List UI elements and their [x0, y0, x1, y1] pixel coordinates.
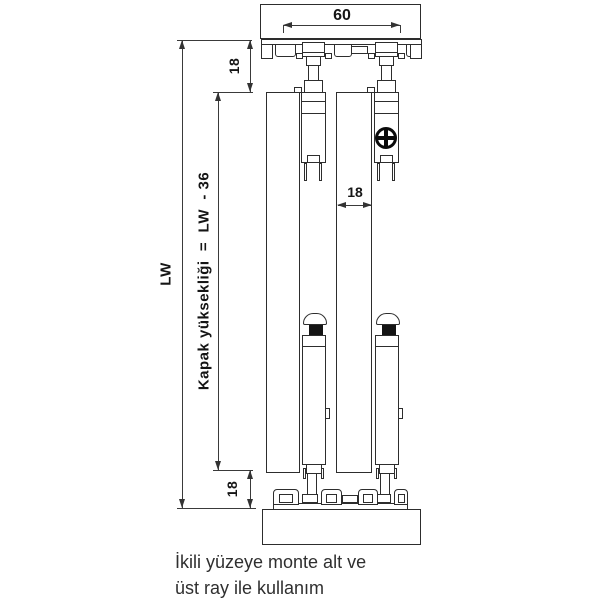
dim-lw-arrow-bottom [179, 499, 185, 508]
roller-guide-stem [380, 473, 390, 496]
roller-body [375, 335, 399, 465]
hanger-prong [377, 163, 380, 181]
phillips-screw-icon [375, 127, 397, 149]
hanger-wheel [302, 42, 325, 57]
top-rail-wall-right [410, 44, 422, 59]
roller-guide-foot [302, 494, 318, 503]
top-rail-lip [325, 53, 332, 59]
hanger-prong [319, 163, 322, 181]
roller-body [302, 335, 326, 465]
roller-cap [303, 313, 327, 325]
top-rail-chamber-b [334, 44, 352, 57]
dim-60-line [283, 25, 400, 26]
caption-line-2: üst ray ile kullanım [175, 578, 325, 598]
roller-notch [398, 408, 403, 419]
roller-body-line [302, 346, 326, 347]
hanger-body-line [301, 101, 326, 102]
top-rail-lip [398, 53, 405, 59]
bottom-rail-web [342, 495, 358, 503]
hanger-prong [392, 163, 395, 181]
dim-60-arrow-right [391, 22, 400, 28]
top-rail-wall-left [261, 44, 273, 59]
hanger-wheel-line [303, 52, 324, 53]
bottom-rail-post-cavity [363, 494, 373, 503]
roller-cap [376, 313, 400, 325]
dim-kapak-line [218, 92, 219, 470]
hanger-body [301, 92, 326, 163]
roller-prong [321, 468, 324, 479]
dim-lw-line [182, 40, 183, 508]
top-rail-bridge [351, 46, 368, 54]
dim-18-bottom-arrow-bottom [247, 499, 253, 508]
hanger-body-line [374, 101, 399, 102]
bottom-rail-post-cavity [398, 494, 405, 503]
dim-18-panel-label: 18 [347, 184, 363, 200]
dim-kapak-label: Kapak yüksekliği = LW - 36 [195, 171, 213, 391]
hanger-wheel [375, 42, 398, 57]
hanger-foot-block [380, 155, 393, 163]
door-panel-right [336, 92, 372, 473]
dim-18-bottom-arrow-top [247, 470, 253, 479]
hanger-wheel-line [376, 52, 397, 53]
roller-guide-stem [307, 473, 317, 496]
hanger-foot-block [307, 155, 320, 163]
door-panel-left [266, 92, 300, 473]
dim-18-top-arrow-top [247, 40, 253, 49]
dim-lw-ext-bottom [177, 508, 256, 509]
dim-18-bottom-label: 18 [224, 480, 240, 498]
caption-line-1: İkili yüzeye monte alt ve [175, 552, 367, 572]
bottom-rail-post-cavity [279, 494, 293, 503]
top-rail-chamber-a [275, 44, 296, 57]
dim-60-arrow-left [283, 22, 292, 28]
bottom-rail-post-cavity [326, 494, 337, 503]
dim-lw-label: LW [157, 262, 175, 286]
dim-kapak-arrow-bottom [215, 461, 221, 470]
hanger-prong [304, 163, 307, 181]
roller-prong [394, 468, 397, 479]
dim-kapak-arrow-top [215, 92, 221, 101]
roller-notch [325, 408, 330, 419]
hanger-body-line [374, 113, 399, 114]
caption [175, 549, 366, 600]
roller-body-line [375, 346, 399, 347]
dim-18-panel-arrow-left [337, 202, 346, 208]
dim-60-tick-left [283, 25, 284, 33]
dim-60-tick-right [400, 25, 401, 33]
hanger-body-line [301, 113, 326, 114]
roller-prong [376, 468, 379, 479]
dim-lw-arrow-top [179, 40, 185, 49]
dim-18-panel-arrow-right [363, 202, 372, 208]
roller-prong [303, 468, 306, 479]
dim-lw-ext-top [177, 40, 252, 41]
bottom-mounting-board [262, 509, 421, 545]
dim-18-top-arrow-bottom [247, 83, 253, 92]
top-rail-lip [368, 53, 375, 59]
dim-60-label: 60 [333, 7, 351, 24]
dim-18-top-label: 18 [226, 57, 242, 75]
